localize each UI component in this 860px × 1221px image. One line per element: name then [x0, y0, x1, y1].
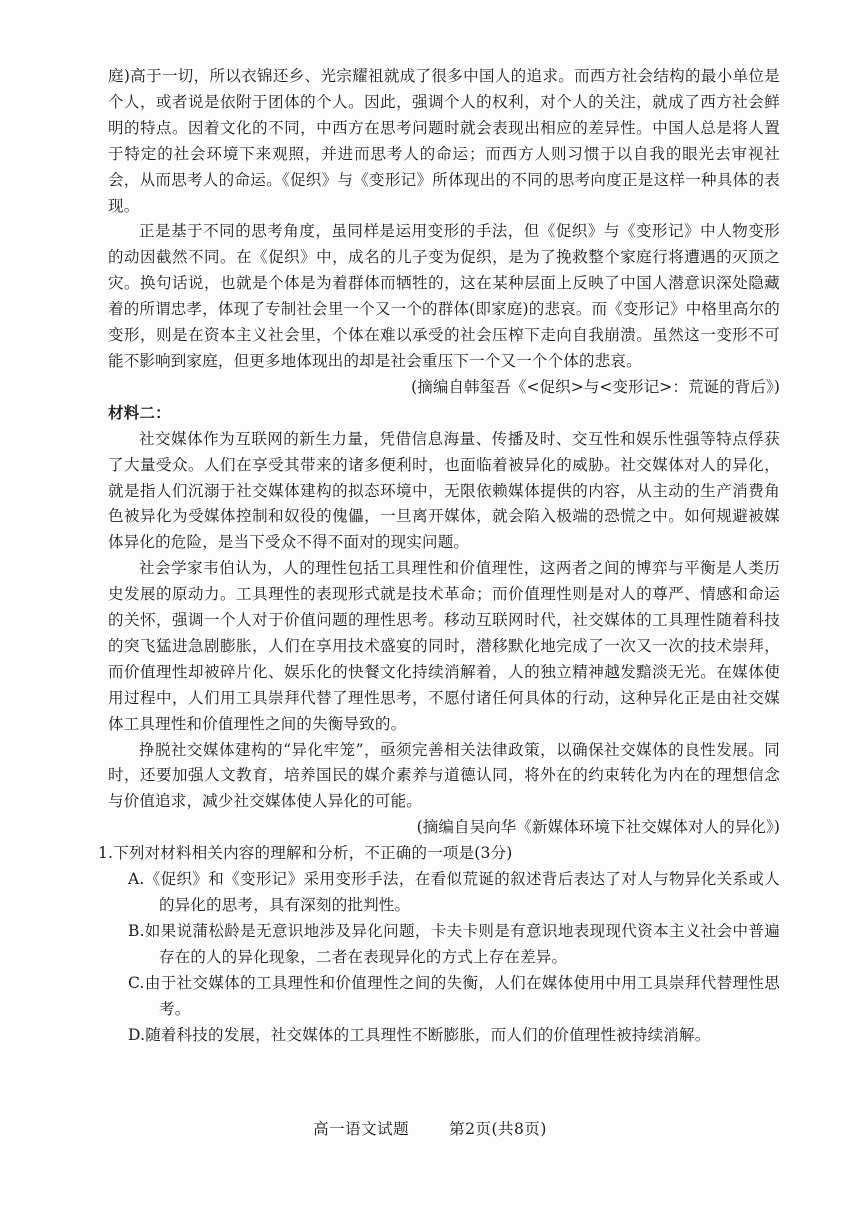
material-two-source: (摘编自吴向华《新媒体环境下社交媒体对人的异化》) [416, 818, 780, 837]
material-two-paragraph-2: 社会学家韦伯认为，人的理性包括工具理性和价值理性，这两者之间的博弈与平衡是人类历史发展的原动力。工具理性的表现形式就是技术革命；而价值理性则是对人的尊严、情感和命运的关怀，强调一个人对于价值问题的理性思考。移动互联网时代，社交媒体的工具理性随着科技的突飞猛进急剧膨胀，人们在享用技术盛宴的同时，潜移默化地完成了一次又一次的技术崇拜，而价值理性却被碎片化、娱乐化的快餐文化持续消解着，人的独立精神越发黯淡无光。在媒体使用过程中，人们用工具崇拜代替了理性思考，不愿付诸任何具体的行动，这种异化正是由社交媒体工具理性和价值理性之间的失衡导致的。 [108, 559, 780, 733]
question-1-stem: 1.下列对材料相关内容的理解和分析，不正确的一项是(3分) [98, 844, 513, 863]
material-two-paragraph-1: 社交媒体作为互联网的新生力量，凭借信息海量、传播及时、交互性和娱乐性强等特点俘获了大量受众。人们在享受其带来的诸多便利时，也面临着被异化的威胁。社交媒体对人的异化，就是指人们沉溺于社交媒体建构的拟态环境中，无限依赖媒体提供的内容，从主动的生产消费角色被异化为受媒体控制和奴役的傀儡，一旦离开媒体，就会陷入极端的恐慌之中。如何规避被媒体异化的危险，是当下受众不得不面对的现实问题。 [108, 429, 780, 552]
material-one-paragraph-2: 正是基于不同的思考角度，虽同样是运用变形的手法，但《促织》与《变形记》中人物变形的动因截然不同。在《促织》中，成名的儿子变为促织，是为了挽救整个家庭行将遭遇的灭顶之灾。换句话说，也就是个体是为着群体而牺牲的，这在某种层面上反映了中国人潜意识深处隐藏着的所谓忠孝，体现了专制社会里一个又一个的群体(即家庭)的悲哀。而《变形记》中格里高尔的变形，则是在资本主义社会里，个体在难以承受的社会压榨下走向自我崩溃。虽然这一变形不可能不影响到家庭，但更多地体现出的却是社会重压下一个又一个个体的悲哀。 [108, 222, 780, 370]
material-one-paragraph-continued: 庭)高于一切，所以衣锦还乡、光宗耀祖就成了很多中国人的追求。而西方社会结构的最小单位是个人，或者说是依附于团体的个人。因此，强调个人的权利，对个人的关注，就成了西方社会鲜明的特点。因着文化的不同，中西方在思考问题时就会表现出相应的差异性。中国人总是将人置于特定的社会环境下来观照，并进而思考人的命运；而西方人则习惯于以自我的眼光去审视社会，从而思考人的命运。《促织》与《变形记》所体现出的不同的思考向度正是这样一种具体的表现。 [108, 67, 780, 215]
question-1-option-d: D.随着科技的发展，社交媒体的工具理性不断膨胀，而人们的价值理性被持续消解。 [128, 1025, 711, 1044]
question-1-option-a: A.《促织》和《变形记》采用变形手法，在看似荒诞的叙述背后表达了对人与物异化关系或人的异化的思考，具有深刻的批判性。 [128, 870, 780, 914]
question-1-option-c: C.由于社交媒体的工具理性和价值理性之间的失衡，人们在媒体使用中用工具崇拜代替理性思考。 [128, 973, 780, 1018]
material-two-paragraph-3: 挣脱社交媒体建构的“异化牢笼”，亟须完善相关法律政策，以确保社交媒体的良性发展。同时，还要加强人文教育，培养国民的媒介素养与道德认同，将外在的约束转化为内在的理想信念与价值追求，减少社交媒体使人异化的可能。 [108, 740, 780, 811]
page-footer [0, 1117, 860, 1139]
material-two-heading: 材料二： [108, 403, 171, 422]
material-one-source: (摘编自韩玺吾《<促织>与<变形记>：荒诞的背后》) [411, 377, 780, 396]
footer-subject: 高一语文试题 [313, 1120, 410, 1138]
question-1 [98, 841, 780, 1048]
footer-page-number: 第2页(共8页) [449, 1120, 547, 1138]
page-content [98, 64, 780, 1048]
question-1-option-b: B.如果说蒲松龄是无意识地涉及异化问题，卡夫卡则是有意识地表现现代资本主义社会中普遍存在的人的异化现象，二者在表现异化的方式上存在差异。 [128, 921, 780, 966]
